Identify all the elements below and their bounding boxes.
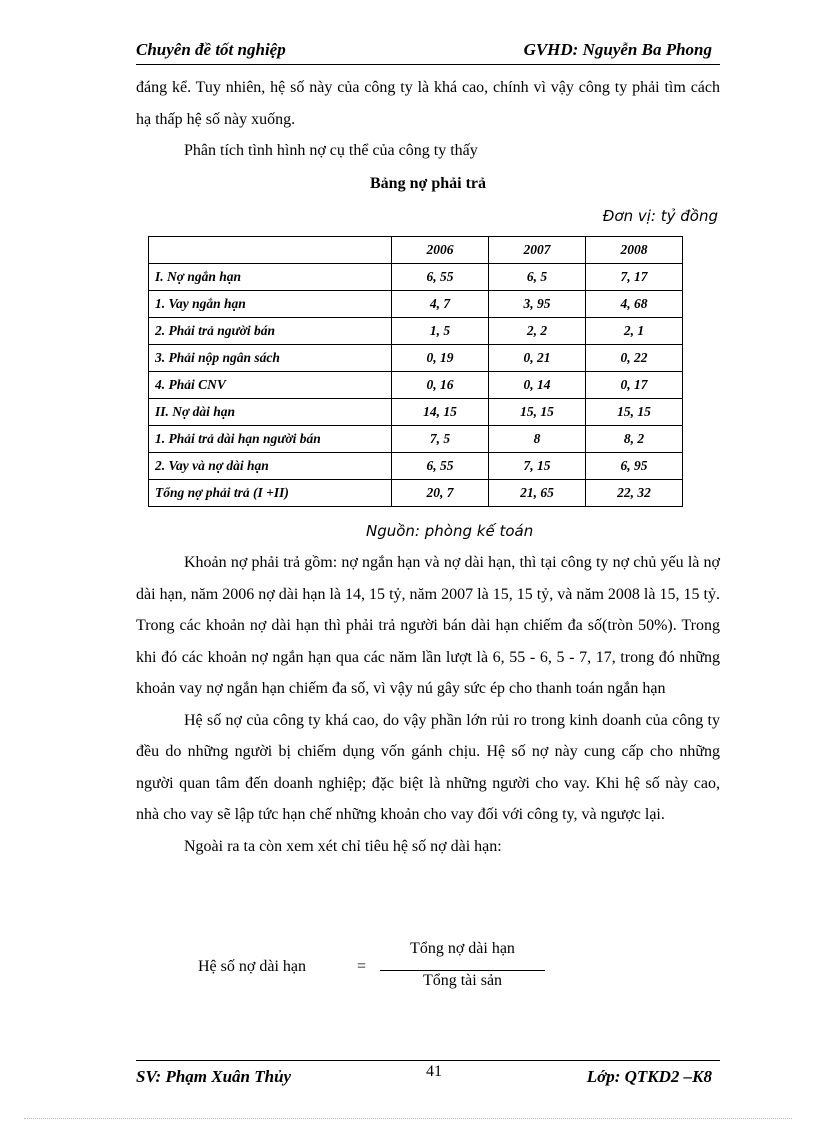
row-label: 1. Vay ngắn hạn <box>149 291 392 318</box>
table-row <box>149 426 683 453</box>
value-cell: 8, 2 <box>586 426 683 453</box>
table-row <box>149 480 683 507</box>
paragraph: đáng kể. Tuy nhiên, hệ số này của công ty là khá cao, chính vì vậy công ty phải tìm cách hạ thấp hệ số này xuống. <box>136 79 720 128</box>
value-cell: 6, 55 <box>392 264 489 291</box>
value-cell: 1, 5 <box>392 318 489 345</box>
row-label: 2. Vay và nợ dài hạn <box>149 453 392 480</box>
paragraph: Khoản nợ phải trả gồm: nợ ngắn hạn và nợ dài hạn, thì tại công ty nợ chủ yếu là nợ dài hạn, năm 2006 nợ dài hạn là 14, 15 tỷ, năm 2007 là 15, 15 tỷ, và năm 2008 là 15, 15 tỷ. Trong các khoản nợ dài hạn thì phải trả người bán dài hạn chiếm đa số(tròn 50%). Trong khi đó các khoản nợ ngắn hạn qua các năm lần lượt là 6, 55 - 6, 5 - 7, 17, trong đó những khoản vay nợ ngắn hạn chiếm đa số, vì vậy nú gây sức ép cho thanh toán ngắn hạn <box>136 554 720 697</box>
value-cell: 15, 15 <box>489 399 586 426</box>
table-row <box>149 453 683 480</box>
value-cell: 7, 15 <box>489 453 586 480</box>
table-title: Bảng nợ phải trả <box>370 175 486 192</box>
value-cell: 2, 2 <box>489 318 586 345</box>
row-label: 3. Phải nộp ngân sách <box>149 345 392 372</box>
row-label: 4. Phải CNV <box>149 372 392 399</box>
source-note: Nguồn: phòng kế toán <box>366 522 534 540</box>
table-row <box>149 291 683 318</box>
value-cell: 7, 17 <box>586 264 683 291</box>
value-cell: 8 <box>489 426 586 453</box>
header-cell <box>149 237 392 264</box>
formula-denominator: Tổng tài sản <box>422 972 503 989</box>
paragraph: Phân tích tình hình nợ cụ thể của công ty thấy <box>184 142 478 159</box>
formula-label: Hệ số nợ dài hạn <box>198 958 306 975</box>
row-label: 2. Phải trả người bán <box>149 318 392 345</box>
table-row <box>149 264 683 291</box>
value-cell: 0, 21 <box>489 345 586 372</box>
row-label: Tổng nợ phải trả (I +II) <box>149 480 392 507</box>
table-row <box>149 399 683 426</box>
footer-left: SV: Phạm Xuân Thủy <box>136 1067 292 1086</box>
page-footer <box>136 1060 720 1091</box>
page-header <box>136 38 720 65</box>
formula-numerator: Tổng nợ dài hạn <box>410 940 515 957</box>
value-cell: 6, 5 <box>489 264 586 291</box>
header-right: GVHD: Nguyễn Ba Phong <box>523 40 712 59</box>
table-row <box>149 345 683 372</box>
value-cell: 20, 7 <box>392 480 489 507</box>
page-number: 41 <box>426 1063 442 1080</box>
value-cell: 0, 17 <box>586 372 683 399</box>
row-label: 1. Phải trả dài hạn người bán <box>149 426 392 453</box>
body-text <box>136 547 720 862</box>
value-cell: 14, 15 <box>392 399 489 426</box>
row-label: II. Nợ dài hạn <box>149 399 392 426</box>
value-cell: 6, 55 <box>392 453 489 480</box>
value-cell: 0, 16 <box>392 372 489 399</box>
table-row <box>149 318 683 345</box>
value-cell: 0, 19 <box>392 345 489 372</box>
value-cell: 4, 68 <box>586 291 683 318</box>
value-cell: 0, 22 <box>586 345 683 372</box>
paragraph: Ngoài ra ta còn xem xét chỉ tiêu hệ số nợ dài hạn: <box>184 837 502 855</box>
value-cell: 22, 32 <box>586 480 683 507</box>
unit-label: Đơn vị: tỷ đồng <box>602 207 718 225</box>
value-cell: 3, 95 <box>489 291 586 318</box>
header-cell: 2007 <box>489 237 586 264</box>
fraction-bar <box>380 970 545 971</box>
value-cell: 21, 65 <box>489 480 586 507</box>
header-cell: 2008 <box>586 237 683 264</box>
paragraph: Hệ số nợ của công ty khá cao, do vậy phần lớn rủi ro trong kinh doanh của công ty đều do những người bị chiếm dụng vốn gánh chịu. Hệ số nợ này cung cấp cho những người quan tâm đến doanh nghiệp; đặc biệt là những người cho vay. Khi hệ số này cao, nhà cho vay sẽ lập tức hạn chế những khoản cho vay đối với công ty, và ngược lại. <box>136 711 720 823</box>
header-left: Chuyên đề tốt nghiệp <box>136 40 286 59</box>
header-cell: 2006 <box>392 237 489 264</box>
intro-text <box>136 72 720 167</box>
value-cell: 0, 14 <box>489 372 586 399</box>
row-label: I. Nợ ngắn hạn <box>149 264 392 291</box>
footer-right: Lớp: QTKD2 –K8 <box>586 1067 712 1086</box>
value-cell: 4, 7 <box>392 291 489 318</box>
value-cell: 7, 5 <box>392 426 489 453</box>
formula-equals: = <box>357 958 367 975</box>
page-edge-divider <box>24 1118 792 1119</box>
table-header-row <box>149 237 683 264</box>
value-cell: 2, 1 <box>586 318 683 345</box>
value-cell: 6, 95 <box>586 453 683 480</box>
ratio-formula <box>0 940 816 1000</box>
table-row <box>149 372 683 399</box>
debt-table <box>148 236 683 507</box>
value-cell: 15, 15 <box>586 399 683 426</box>
